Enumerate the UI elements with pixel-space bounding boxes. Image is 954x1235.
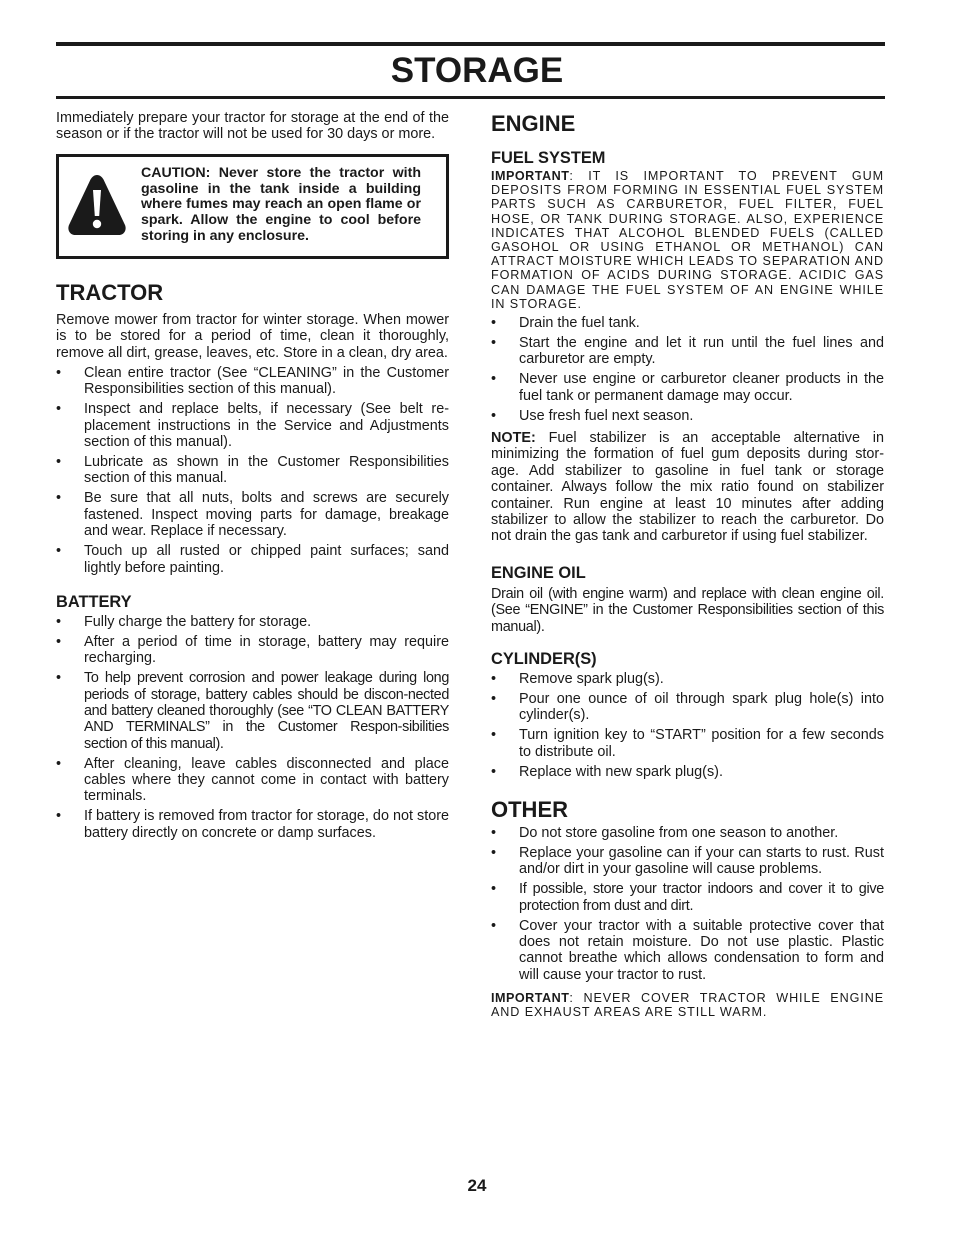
caution-text: CAUTION: Never store the tractor with gasoline in the tank inside a building where fumes may reach an open flame or spark. Allow the engine to cool before storing in any enclosure. — [141, 164, 421, 244]
other-important-notice: IMPORTANT: NEVER COVER TRACTOR WHILE ENGINE AND EXHAUST AREAS ARE STILL WARM. — [491, 991, 884, 1020]
fuel-system-list — [491, 315, 884, 424]
fuel-important-notice: IMPORTANT: IT IS IMPORTANT TO PREVENT GUM DEPOSITS FROM FORMING IN ESSENTIAL FUEL SYSTEM PARTS SUCH AS CARBURETOR, FUEL FILTER, FUEL HOSE, OR TANK DURING STORAGE. ALSO, EXPERIENCE INDICATES THAT ALCOHOL BLENDED FUELS (CALLED GASOHOL OR USING ETHANOL OR METHANOL) CAN ATTRACT MOISTURE WHICH LEADS TO SEPARATION AND FORMATION OF ACIDS DURING STORAGE. ACIDIC GAS CAN DAMAGE THE FUEL SYSTEM OF AN ENGINE WHILE IN STORAGE. — [491, 169, 884, 311]
cylinders-heading: CYLINDER(S) — [491, 650, 597, 669]
list-item: • To help prevent corrosion and power leakage during long periods of storage, battery cables should be discon-nected and battery cleaned thoroughly (see “TO CLEAN BATTERY AND TERMINALS” in the Customer Respon-sibilities section of this manual). — [56, 670, 449, 752]
tractor-list — [56, 365, 449, 576]
list-item: • Inspect and replace belts, if necessary (See belt re-placement instructions in the Service and Adjustments section of this manual). — [56, 401, 449, 451]
list-item: • After cleaning, leave cables disconnected and place cables where they cannot come in contact with battery terminals. — [56, 755, 449, 805]
other-heading: OTHER — [491, 796, 568, 822]
list-item: • Do not store gasoline from one season to another. — [491, 824, 839, 841]
list-item: • Start the engine and let it run until the fuel lines and carburetor are empty. — [491, 334, 884, 368]
list-item: • Touch up all rusted or chipped paint surfaces; sand lightly before painting. — [56, 543, 449, 576]
fuel-system-heading: FUEL SYSTEM — [491, 149, 606, 167]
title-rule-bottom — [56, 96, 885, 99]
engine-heading: ENGINE — [491, 111, 576, 136]
list-item: • Clean entire tractor (See “CLEANING” in the Customer Responsibilities section of this manual). — [56, 365, 449, 398]
tractor-heading: TRACTOR — [56, 279, 164, 305]
list-item: • After a period of time in storage, battery may require recharging. — [56, 633, 449, 667]
intro-paragraph: Immediately prepare your tractor for storage at the end of the season or if the tractor will not be used for 30 days or more. — [56, 110, 449, 143]
tractor-intro: Remove mower from tractor for winter storage. When mower is to be stored for a period of time, clean it thoroughly, remove all dirt, grease, leaves, etc. Store in a clean, dry area. — [56, 311, 449, 361]
caution-box — [56, 154, 449, 259]
list-item: • Be sure that all nuts, bolts and screws are securely fastened. Inspect moving parts for damage, breakage and wear. Replace if necessary. — [56, 490, 449, 540]
page-title: STORAGE — [390, 51, 564, 90]
battery-list — [56, 614, 449, 841]
engine-oil-heading: ENGINE OIL — [491, 563, 586, 582]
cylinders-list — [491, 671, 884, 780]
list-item: • Lubricate as shown in the Customer Responsibilities section of this manual. — [56, 454, 449, 487]
warning-triangle-icon — [66, 173, 128, 237]
list-item: • Drain the fuel tank. — [491, 315, 640, 332]
list-item: • If battery is removed from tractor for storage, do not store battery directly on concrete or damp surfaces. — [56, 808, 449, 841]
list-item: • Replace your gasoline can if your can starts to rust. Rust and/or dirt in your gasoline will cause problems. — [491, 844, 884, 878]
list-item: • Turn ignition key to “START” position for a few seconds to distribute oil. — [491, 727, 884, 760]
list-item: • Use fresh fuel next season. — [491, 407, 694, 424]
left-column — [56, 110, 449, 845]
title-rule-top — [56, 42, 885, 46]
page-number: 24 — [467, 1176, 487, 1195]
list-item: • Never use engine or carburetor cleaner products in the fuel tank or permanent damage may occur. — [491, 371, 884, 404]
list-item: • Pour one ounce of oil through spark plug hole(s) into cylinder(s). — [491, 690, 884, 724]
list-item: • If possible, store your tractor indoors and cover it to give protection from dust and dirt. — [491, 881, 884, 914]
engine-oil-text: Drain oil (with engine warm) and replace with clean engine oil. (See “ENGINE” in the Customer Responsibilities section of this manual). — [491, 585, 884, 635]
list-item: • Remove spark plug(s). — [491, 671, 664, 688]
right-column — [491, 110, 884, 1020]
list-item: • Replace with new spark plug(s). — [491, 763, 723, 780]
list-item: • Cover your tractor with a suitable protective cover that does not retain moisture. Do not use plastic. Plastic cannot breathe which allows condensation to form and will cause your tractor to rust. — [491, 917, 884, 983]
fuel-note: NOTE: Fuel stabilizer is an acceptable alternative in minimizing the formation of fuel gum deposits during stor-age. Add stabilizer to gasoline in fuel tank or storage container. Always follow the mix ratio found on stabilizer container. Run engine at least 10 minutes after adding stabilizer to allow the stabilizer to reach the carburetor. Do not drain the gas tank and carburetor if using fuel stabilizer. — [491, 429, 884, 545]
list-item: • Fully charge the battery for storage. — [56, 613, 312, 630]
other-list — [491, 825, 884, 983]
battery-heading: BATTERY — [56, 592, 132, 611]
